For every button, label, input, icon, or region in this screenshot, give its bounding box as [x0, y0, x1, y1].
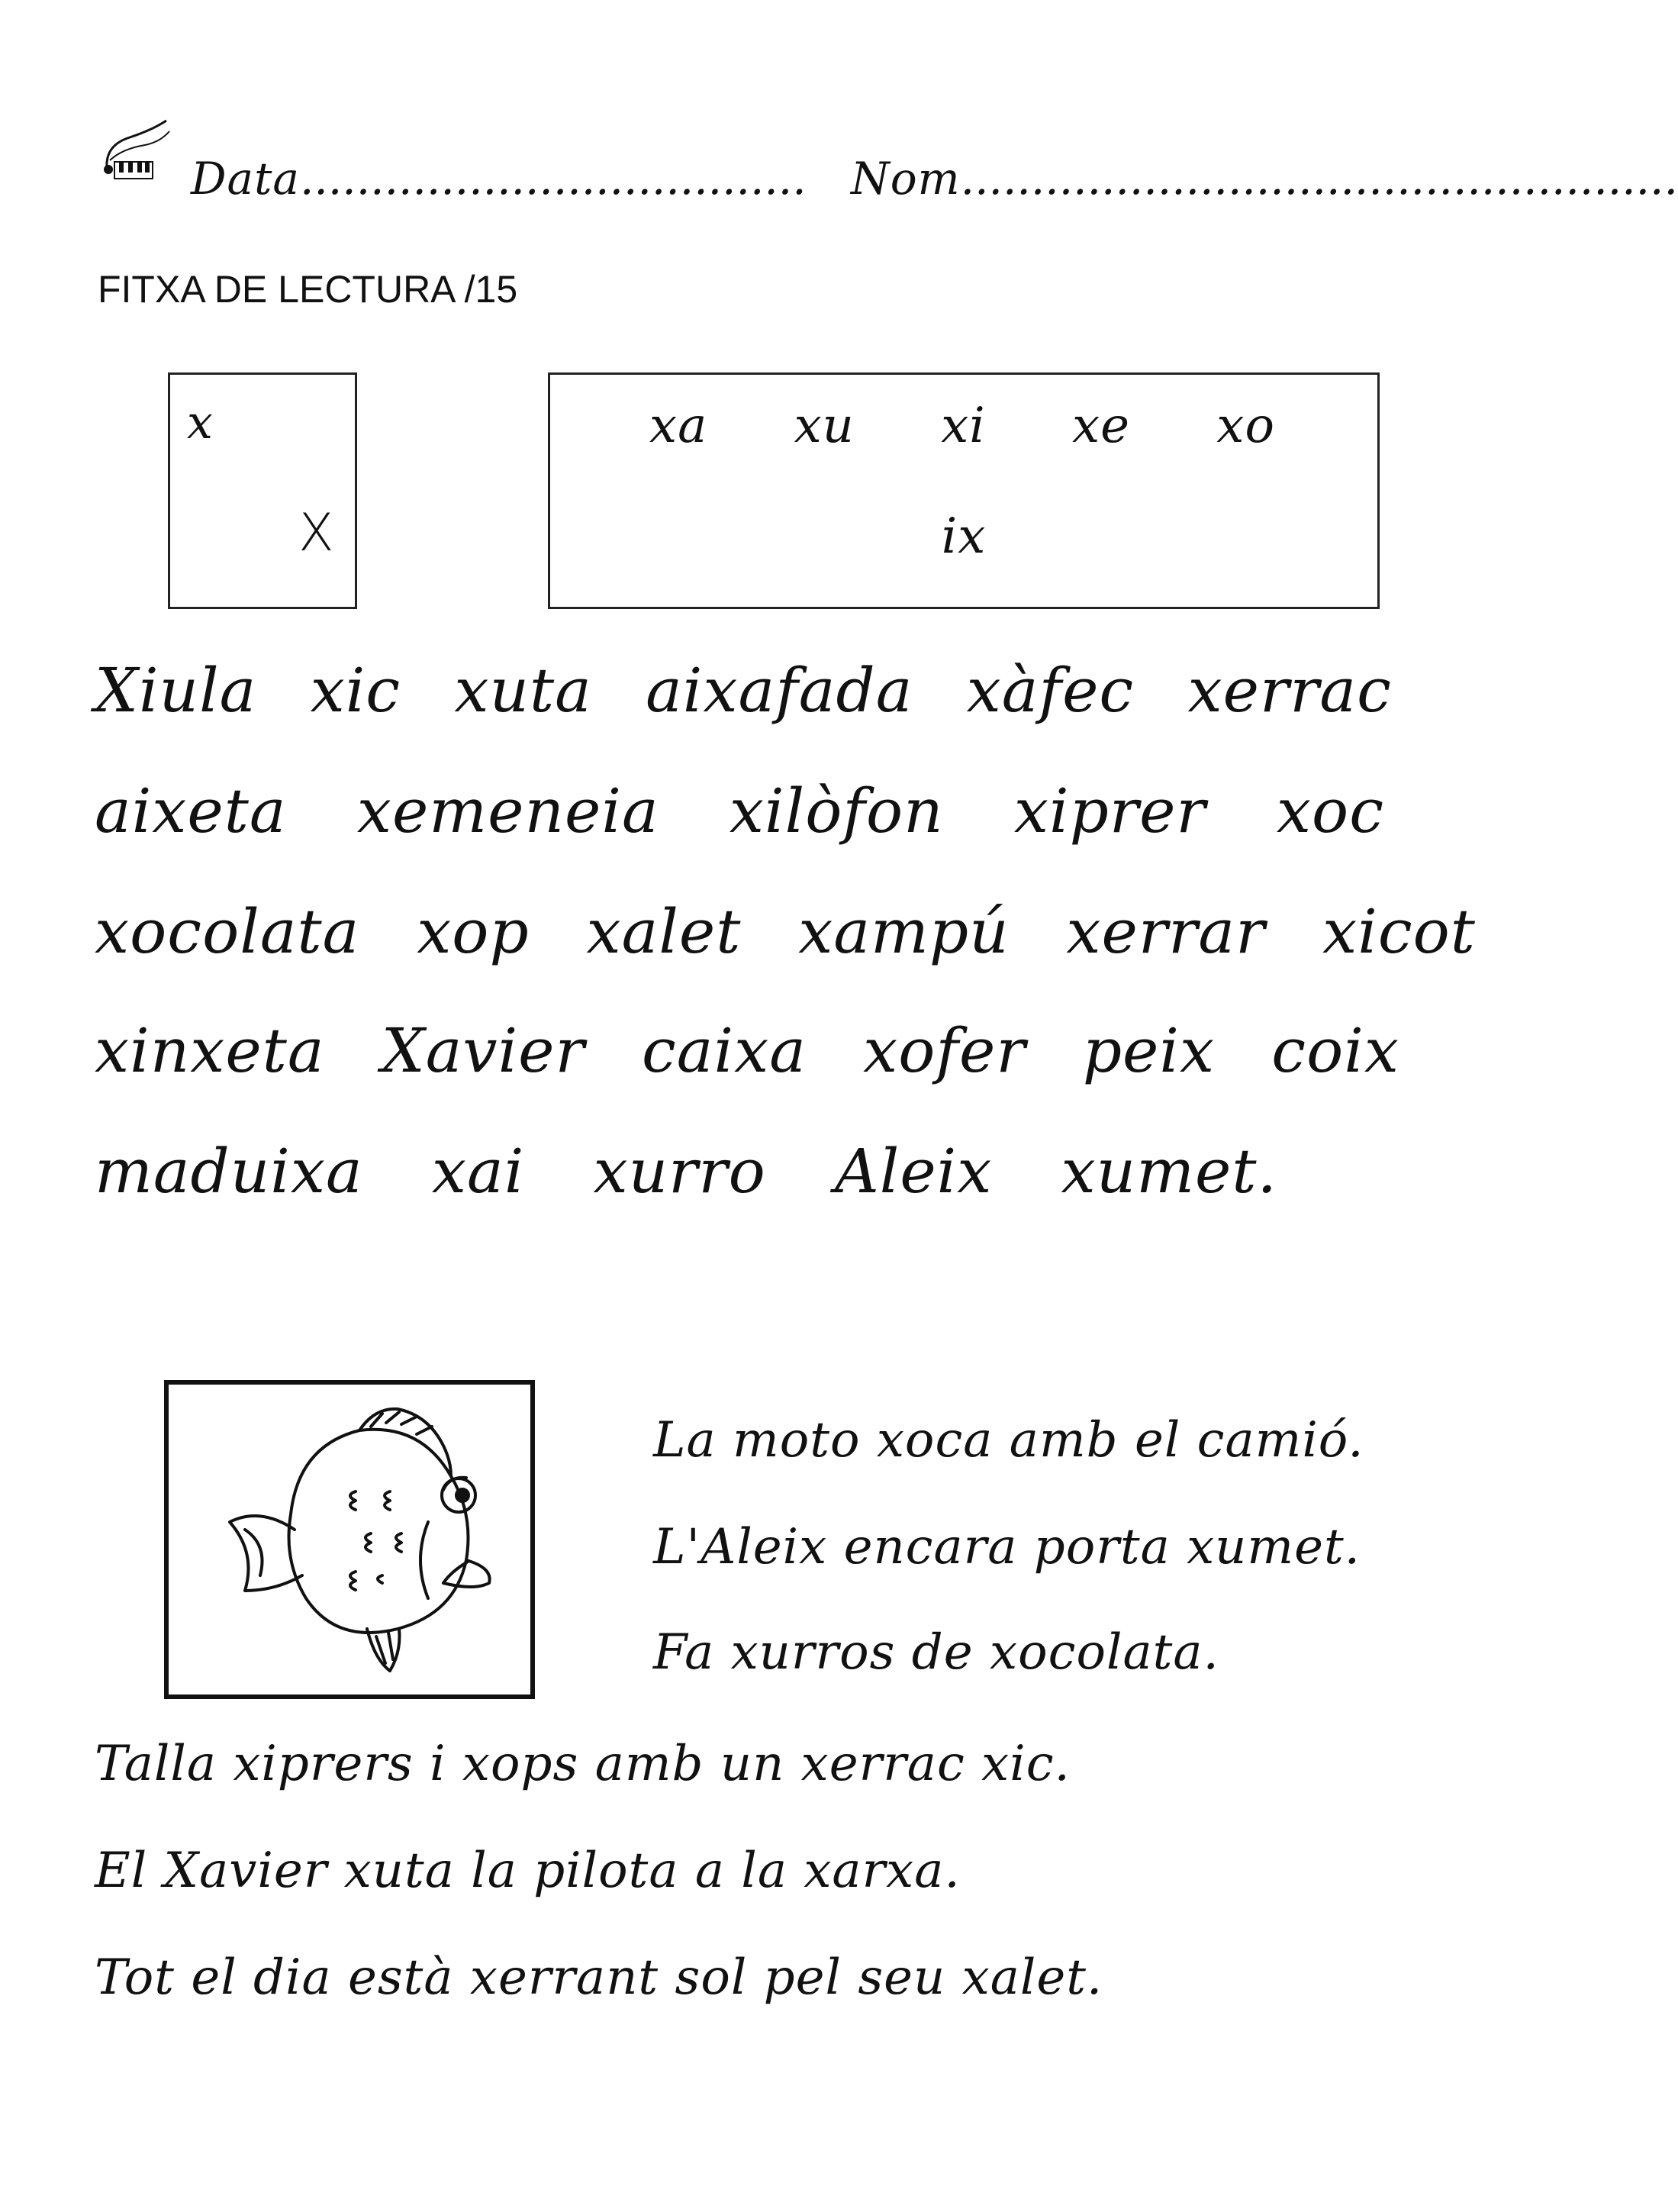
word: xuta [454, 655, 592, 726]
word: aixafada [646, 655, 913, 726]
piano-logo-icon [99, 114, 176, 191]
word: Xavier [381, 1015, 585, 1086]
sentence: El Xavier xuta la pilota a la xarxa. [95, 1843, 961, 1899]
word: aixeta [95, 775, 287, 846]
word: maduixa [95, 1136, 363, 1207]
syllable: xo [1216, 398, 1275, 454]
word: xicot [1322, 896, 1476, 967]
word: Xiula [95, 655, 257, 726]
word: xàfec [966, 655, 1135, 726]
fish-icon [199, 1400, 504, 1682]
uppercase-letter: X [298, 503, 334, 563]
word: xalet [586, 896, 742, 967]
word: xemeneia [356, 775, 659, 846]
word-line [95, 896, 1476, 967]
word: xofer [863, 1015, 1026, 1086]
word: xilòfon [729, 775, 944, 846]
syllable-row-1 [649, 398, 1275, 454]
syllable: xe [1072, 398, 1131, 454]
word: xop [417, 896, 530, 967]
word-line [95, 1136, 1277, 1207]
name-label: Nom [851, 153, 961, 205]
name-field[interactable]: ................................................... [960, 153, 1678, 205]
word: xerrac [1187, 655, 1392, 726]
word: xumet. [1061, 1136, 1277, 1207]
word-line [95, 1015, 1399, 1086]
header-fields [191, 153, 1678, 205]
word: xai [431, 1136, 525, 1207]
word: Aleix [834, 1136, 993, 1207]
lowercase-letter: x [187, 396, 214, 450]
sentence: L'Aleix encara porta xumet. [653, 1519, 1361, 1575]
word: xampú [798, 896, 1010, 967]
letter-box [168, 372, 357, 609]
word-line [95, 775, 1384, 846]
word: xinxeta [95, 1015, 325, 1086]
word: caixa [641, 1015, 807, 1086]
syllable: xi [941, 398, 986, 454]
picture-frame [164, 1380, 535, 1699]
word: coix [1271, 1015, 1399, 1086]
word: xurro [593, 1136, 766, 1207]
syllable-row-2: ix [941, 508, 987, 565]
date-field[interactable]: .................................... [299, 153, 807, 205]
syllable-box [548, 372, 1380, 609]
sentence: Talla xiprers i xops amb un xerrac xic. [95, 1736, 1071, 1792]
sentence: Fa xurros de xocolata. [653, 1624, 1219, 1681]
word: xiprer [1013, 775, 1206, 846]
page-title: FITXA DE LECTURA /15 [98, 268, 518, 311]
word: xic [310, 655, 401, 726]
date-label: Data [191, 153, 300, 205]
syllable: xa [649, 398, 708, 454]
sentence: La moto xoca amb el camió. [653, 1412, 1364, 1469]
word: xoc [1276, 775, 1384, 846]
word-line [95, 655, 1392, 726]
syllable: xu [794, 398, 855, 454]
word: peix [1082, 1015, 1216, 1086]
word: xerrar [1066, 896, 1266, 967]
sentence: Tot el dia està xerrant sol pel seu xalet. [95, 1949, 1103, 2006]
word: xocolata [95, 896, 360, 967]
